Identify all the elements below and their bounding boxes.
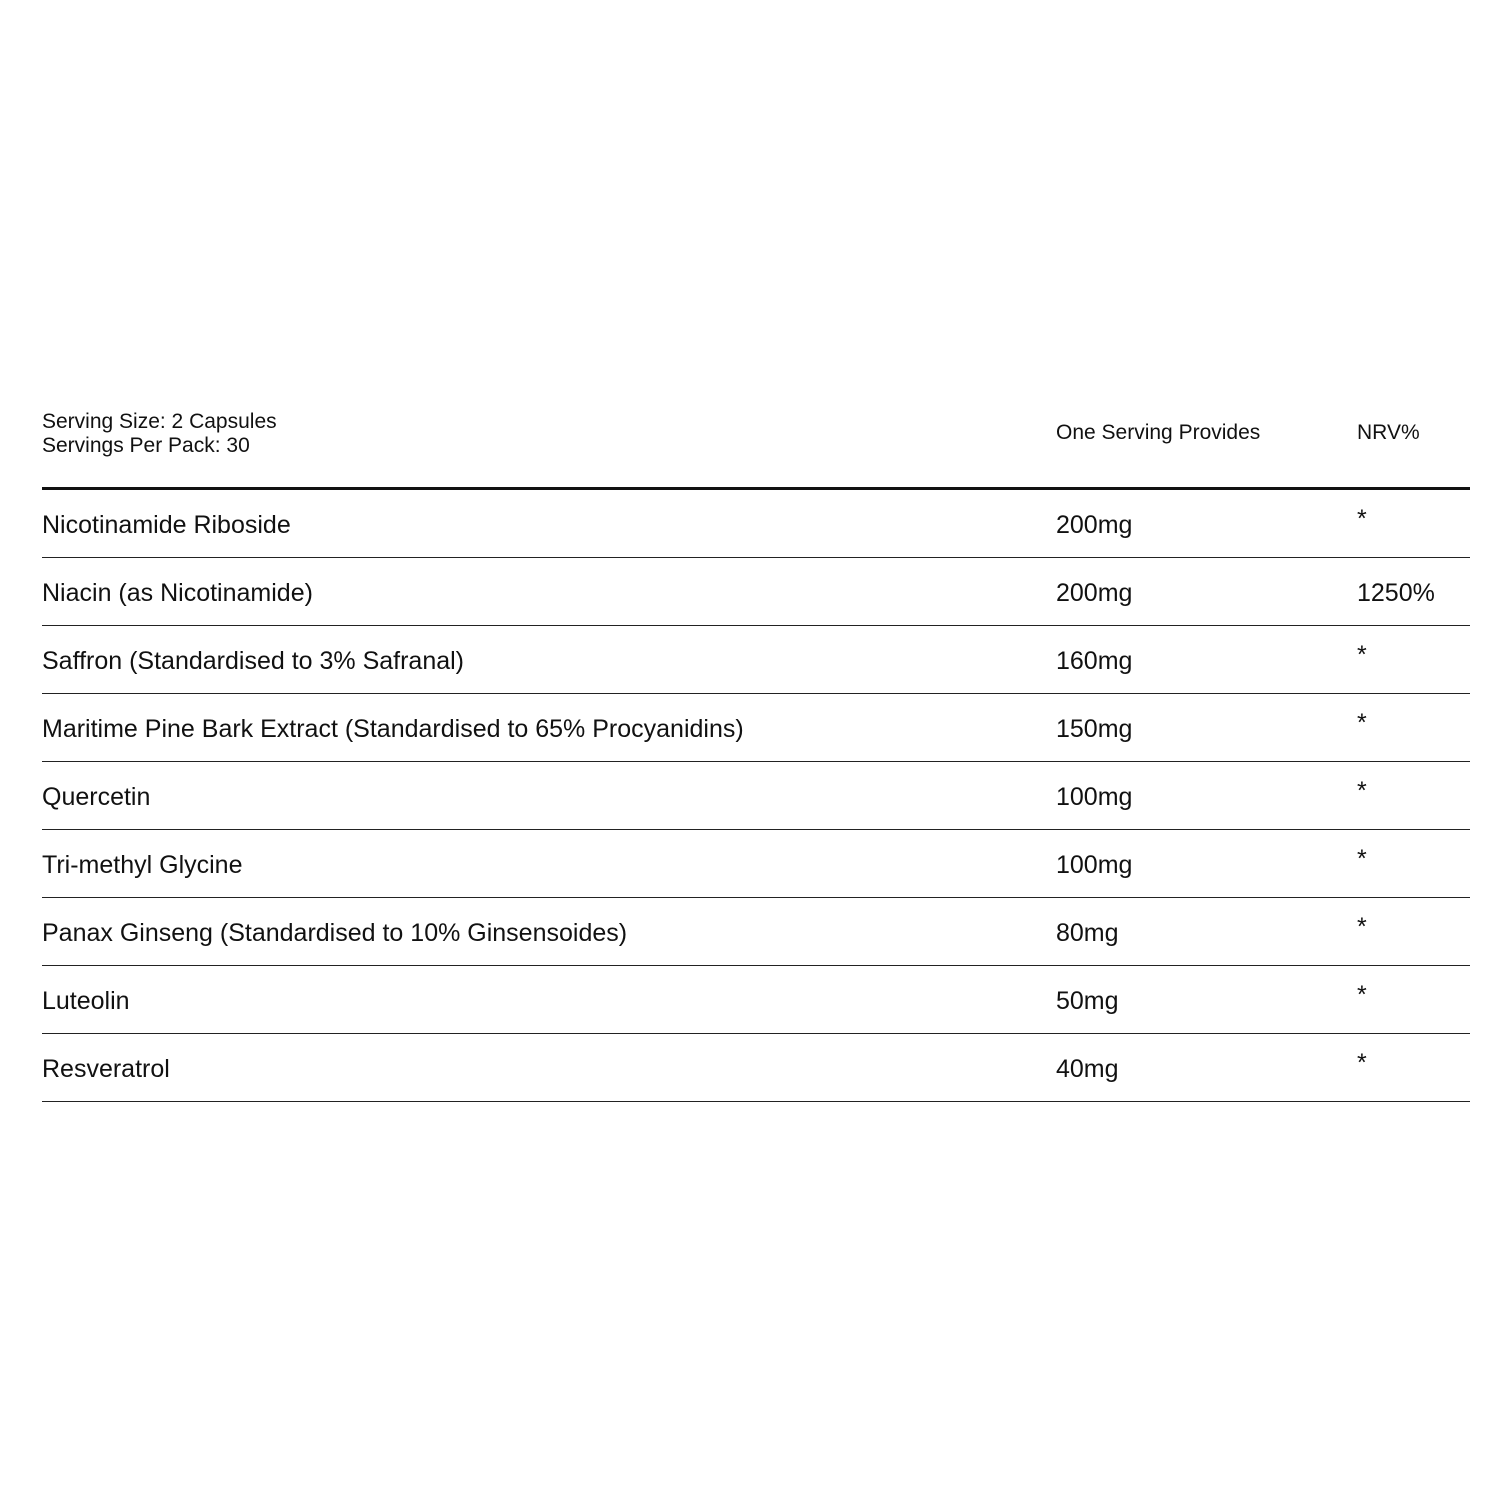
table-row — [42, 694, 1470, 762]
table-row — [42, 490, 1470, 558]
table-row — [42, 898, 1470, 966]
ingredient-nrv: * — [1357, 777, 1367, 805]
ingredient-name: Luteolin — [42, 987, 130, 1015]
ingredient-nrv: * — [1357, 981, 1367, 1009]
ingredient-nrv: * — [1357, 913, 1367, 941]
ingredient-name: Resveratrol — [42, 1055, 170, 1083]
ingredient-amount: 80mg — [1056, 919, 1119, 947]
table-row — [42, 830, 1470, 898]
supplement-facts-table — [42, 405, 1470, 1102]
ingredient-name: Niacin (as Nicotinamide) — [42, 579, 313, 607]
ingredient-name: Maritime Pine Bark Extract (Standardised to 65% Procyanidins) — [42, 715, 744, 743]
table-row — [42, 762, 1470, 830]
ingredient-amount: 40mg — [1056, 1055, 1119, 1083]
ingredient-nrv: * — [1357, 641, 1367, 669]
serving-size: Serving Size: 2 Capsules — [42, 410, 277, 433]
ingredient-amount: 50mg — [1056, 987, 1119, 1015]
ingredient-name: Panax Ginseng (Standardised to 10% Ginsensoides) — [42, 919, 628, 947]
table-row — [42, 966, 1470, 1034]
ingredient-name: Tri-methyl Glycine — [42, 851, 243, 879]
ingredient-nrv: * — [1357, 505, 1367, 533]
table-row — [42, 1034, 1470, 1102]
ingredient-name: Quercetin — [42, 783, 151, 811]
ingredient-amount: 200mg — [1056, 511, 1133, 539]
ingredient-amount: 100mg — [1056, 783, 1133, 811]
nrv-column-header: NRV% — [1357, 421, 1420, 444]
serving-info — [42, 410, 277, 458]
table-row — [42, 626, 1470, 694]
table-row — [42, 558, 1470, 626]
servings-per-pack: Servings Per Pack: 30 — [42, 434, 250, 457]
ingredient-nrv: 1250% — [1357, 579, 1435, 607]
ingredient-nrv: * — [1357, 1049, 1367, 1077]
ingredient-nrv: * — [1357, 845, 1367, 873]
ingredient-name: Saffron (Standardised to 3% Safranal) — [42, 647, 465, 675]
ingredient-name: Nicotinamide Riboside — [42, 511, 291, 539]
ingredient-amount: 160mg — [1056, 647, 1133, 675]
ingredient-amount: 150mg — [1056, 715, 1133, 743]
table-header — [42, 405, 1470, 487]
ingredient-nrv: * — [1357, 709, 1367, 737]
amount-column-header: One Serving Provides — [1056, 421, 1261, 444]
ingredient-amount: 100mg — [1056, 851, 1133, 879]
ingredient-amount: 200mg — [1056, 579, 1133, 607]
